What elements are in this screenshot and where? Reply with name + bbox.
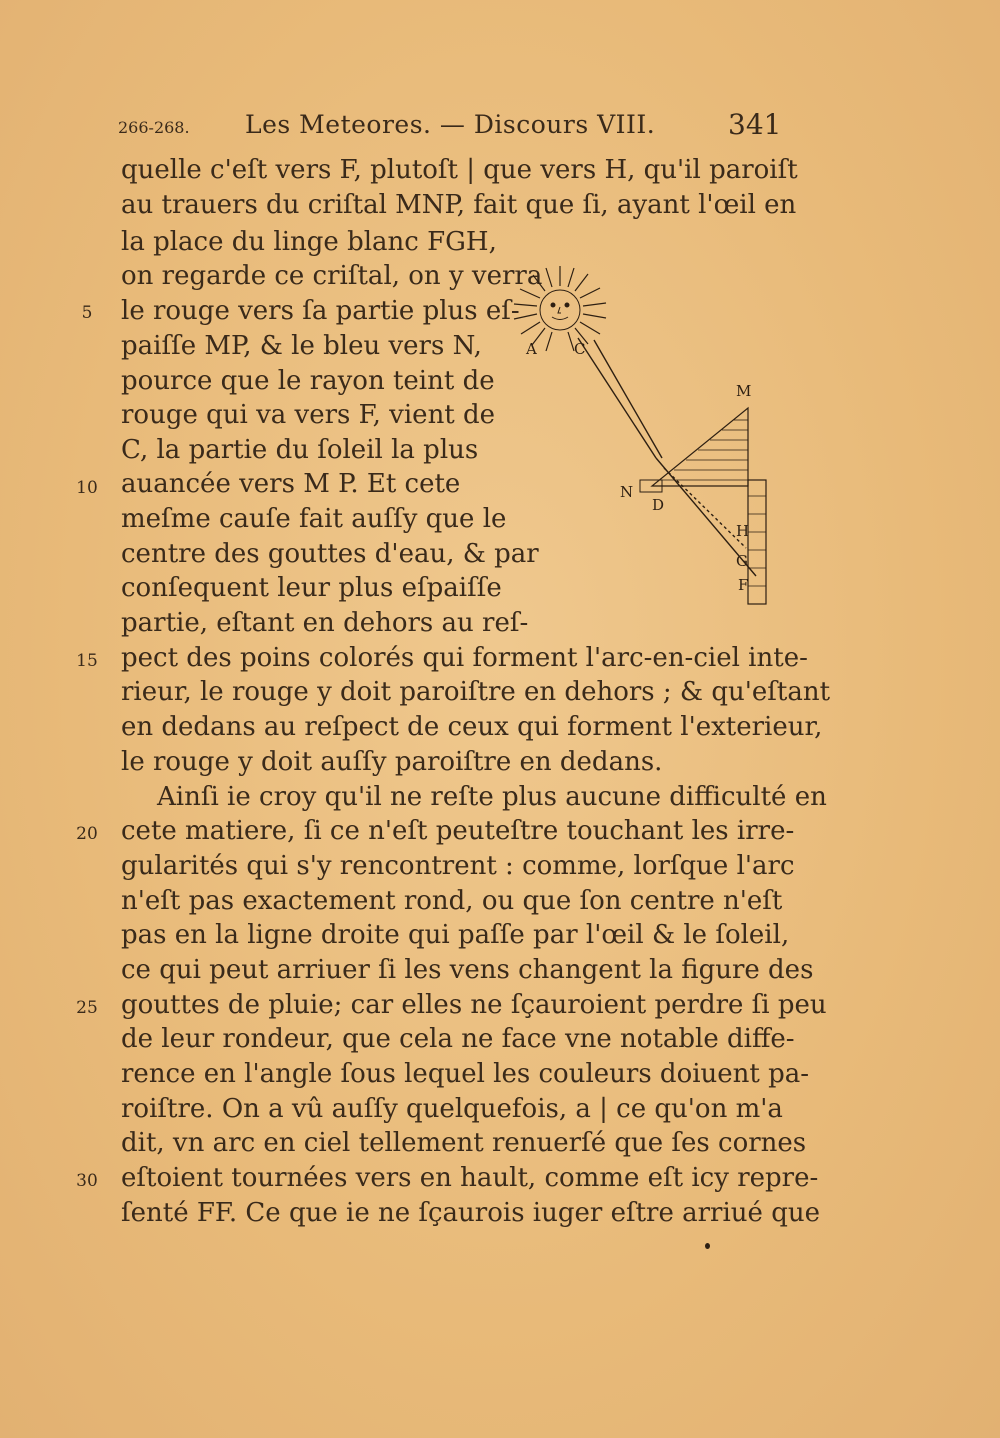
text-line: ce qui peut arriuer ſi les vens changent la figure des bbox=[121, 955, 814, 985]
text-line: on regarde ce criſtal, on y verra bbox=[121, 261, 543, 291]
sun-icon bbox=[514, 266, 606, 351]
text-line: C, la partie du ſoleil la plus bbox=[121, 435, 479, 465]
text-line: conſequent leur plus eſpaiſſe bbox=[121, 573, 502, 603]
label-g: G bbox=[736, 552, 748, 570]
page-range: 266-268. bbox=[118, 118, 190, 137]
label-a: A bbox=[526, 340, 537, 358]
text-line: pource que le rayon teint de bbox=[121, 366, 495, 396]
label-h: H bbox=[736, 522, 750, 540]
text-line: rouge qui va vers F, vient de bbox=[121, 400, 496, 430]
text-line: meſme cauſe fait auſſy que le bbox=[121, 504, 507, 534]
line-number: 10 bbox=[76, 478, 98, 498]
text-line: le rouge vers ſa partie plus eſ- bbox=[121, 296, 520, 326]
text-line: rieur, le rouge y doit paroiſtre en dehors ; & qu'eſtant bbox=[121, 677, 831, 707]
line-number: 15 bbox=[76, 651, 98, 671]
label-f: F bbox=[738, 576, 749, 594]
text-line: gularités qui s'y rencontrent : comme, lorſque l'arc bbox=[121, 851, 795, 881]
ink-speck bbox=[705, 1243, 710, 1249]
text-line: en dedans au reſpect de ceux qui forment l'exterieur, bbox=[121, 712, 823, 742]
text-line: de leur rondeur, que cela ne face vne notable diffe- bbox=[121, 1024, 795, 1054]
line-number: 5 bbox=[81, 303, 93, 323]
text-line: n'eſt pas exactement rond, ou que ſon centre n'eſt bbox=[121, 886, 783, 916]
text-line: au trauers du criſtal MNP, fait que ſi, ayant l'œil en bbox=[121, 190, 797, 220]
running-header bbox=[0, 108, 1000, 144]
running-title: Les Meteores. — Discours VIII. bbox=[245, 110, 656, 139]
label-n: N bbox=[620, 483, 634, 501]
text-line: cete matiere, ſi ce n'eſt peuteſtre touchant les irre- bbox=[121, 816, 795, 846]
prism-diagram bbox=[508, 258, 778, 608]
text-line: pect des poins colorés qui forment l'arc-en-ciel inte- bbox=[121, 643, 808, 673]
text-line: le rouge y doit auſſy paroiſtre en dedans. bbox=[121, 747, 663, 777]
light-rays bbox=[578, 338, 756, 576]
prism-sun-figure bbox=[508, 258, 778, 608]
text-line: centre des gouttes d'eau, & par bbox=[121, 539, 539, 569]
page-number: 341 bbox=[728, 108, 782, 141]
text-line: roiſtre. On a vû auſſy quelquefois, a | ce qu'on m'a bbox=[121, 1094, 783, 1124]
text-line: rence en l'angle ſous lequel les couleurs doiuent pa- bbox=[121, 1059, 810, 1089]
text-line: partie, eſtant en dehors au reſ- bbox=[121, 608, 529, 638]
line-number: 20 bbox=[76, 824, 98, 844]
text-line: la place du linge blanc FGH, bbox=[121, 227, 497, 257]
label-m: M bbox=[736, 382, 752, 400]
text-line: ſenté FF. Ce que ie ne ſçaurois iuger eſtre arriué que bbox=[121, 1198, 820, 1228]
label-d: D bbox=[652, 496, 665, 514]
line-number: 30 bbox=[76, 1171, 98, 1191]
label-c: C bbox=[574, 340, 586, 358]
line-number: 25 bbox=[76, 998, 98, 1018]
text-line: Ainſi ie croy qu'il ne reſte plus aucune difficulté en bbox=[157, 782, 827, 812]
text-line: auancée vers M P. Et cete bbox=[121, 469, 461, 499]
crystal-prism bbox=[652, 408, 748, 486]
white-cloth bbox=[748, 480, 766, 604]
text-line: eſtoient tournées vers en hault, comme eſt icy repre- bbox=[121, 1163, 819, 1193]
text-line: pas en la ligne droite qui paſſe par l'œil & le ſoleil, bbox=[121, 920, 790, 950]
text-line: quelle c'eſt vers F, plutoſt | que vers H, qu'il paroiſt bbox=[121, 155, 798, 185]
text-line: gouttes de pluie; car elles ne ſçauroient perdre ſi peu bbox=[121, 990, 827, 1020]
text-line: paiſſe MP, & le bleu vers N, bbox=[121, 331, 482, 361]
text-line: dit, vn arc en ciel tellement renuerſé que ſes cornes bbox=[121, 1128, 807, 1158]
